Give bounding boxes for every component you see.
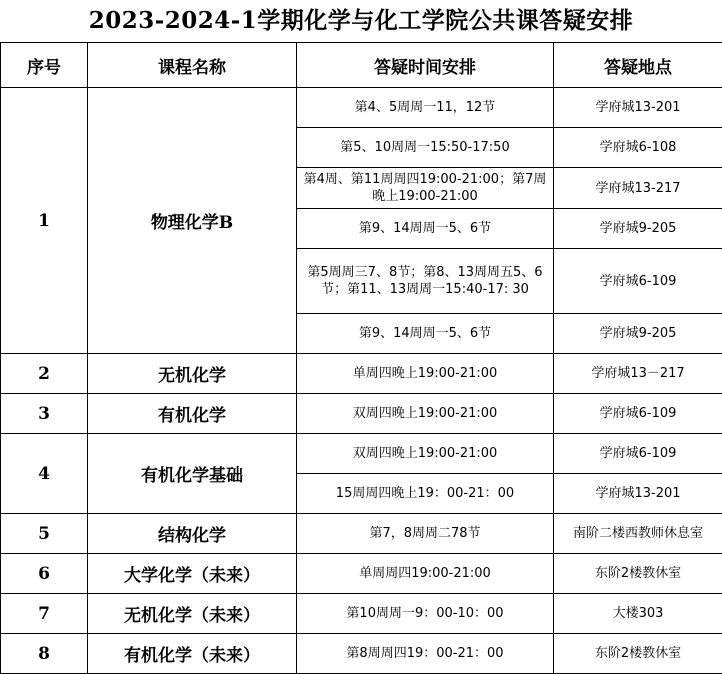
session-place: 学府城9-205 (554, 209, 722, 249)
session-place: 学府城6-108 (554, 128, 722, 168)
session-time: 双周四晚上19:00-21:00 (297, 434, 554, 474)
session-time: 第9、14周周一5、6节 (297, 314, 554, 354)
course-name: 有机化学（未来） (88, 634, 297, 674)
row-seq: 2 (1, 354, 88, 394)
session-time: 15周周四晚上19：00-21：00 (297, 474, 554, 514)
session-time: 第5周周三7、8节；第8、13周周五5、6节；第11、13周周一15:40-17: 30 (297, 249, 554, 314)
session-time: 双周四晚上19:00-21:00 (297, 394, 554, 434)
header-place: 答疑地点 (554, 43, 722, 88)
session-place: 东阶2楼教休室 (554, 634, 722, 674)
row-seq: 8 (1, 634, 88, 674)
session-place: 学府城6-109 (554, 434, 722, 474)
course-name: 物理化学B (88, 88, 297, 354)
course-name: 大学化学（未来） (88, 554, 297, 594)
schedule-table (0, 42, 722, 674)
session-place: 学府城9-205 (554, 314, 722, 354)
course-name: 有机化学基础 (88, 434, 297, 514)
header-time: 答疑时间安排 (297, 43, 554, 88)
session-place: 学府城6-109 (554, 249, 722, 314)
row-seq: 7 (1, 594, 88, 634)
table-row (1, 634, 722, 674)
session-place: 学府城13-201 (554, 474, 722, 514)
session-time: 第4、5周周一11，12节 (297, 88, 554, 128)
session-place: 学府城6-109 (554, 394, 722, 434)
session-place: 学府城13-217 (554, 168, 722, 209)
row-seq: 4 (1, 434, 88, 514)
course-name: 结构化学 (88, 514, 297, 554)
session-time: 第9、14周周一5、6节 (297, 209, 554, 249)
session-time: 单周周四19:00-21:00 (297, 554, 554, 594)
header-seq: 序号 (1, 43, 88, 88)
table-row (1, 514, 722, 554)
table-row (1, 88, 722, 128)
session-time: 单周四晚上19:00-21:00 (297, 354, 554, 394)
course-name: 无机化学（未来） (88, 594, 297, 634)
session-time: 第7，8周周二78节 (297, 514, 554, 554)
session-time: 第4周、第11周周四19:00-21:00；第7周晚上19:00-21:00 (297, 168, 554, 209)
table-row (1, 434, 722, 474)
row-seq: 1 (1, 88, 88, 354)
table-row (1, 554, 722, 594)
table-row (1, 394, 722, 434)
session-place: 南阶二楼西教师休息室 (554, 514, 722, 554)
course-name: 有机化学 (88, 394, 297, 434)
session-place: 东阶2楼教休室 (554, 554, 722, 594)
session-place: 学府城13－217 (554, 354, 722, 394)
page-title: 2023-2024-1学期化学与化工学院公共课答疑安排 (0, 0, 722, 42)
session-time: 第8周周四19：00-21：00 (297, 634, 554, 674)
header-row (1, 43, 722, 88)
session-time: 第10周周一9：00-10：00 (297, 594, 554, 634)
session-place: 大楼303 (554, 594, 722, 634)
course-name: 无机化学 (88, 354, 297, 394)
header-course: 课程名称 (88, 43, 297, 88)
table-row (1, 354, 722, 394)
row-seq: 3 (1, 394, 88, 434)
row-seq: 5 (1, 514, 88, 554)
table-row (1, 594, 722, 634)
session-time: 第5、10周周一15:50-17:50 (297, 128, 554, 168)
session-place: 学府城13-201 (554, 88, 722, 128)
row-seq: 6 (1, 554, 88, 594)
